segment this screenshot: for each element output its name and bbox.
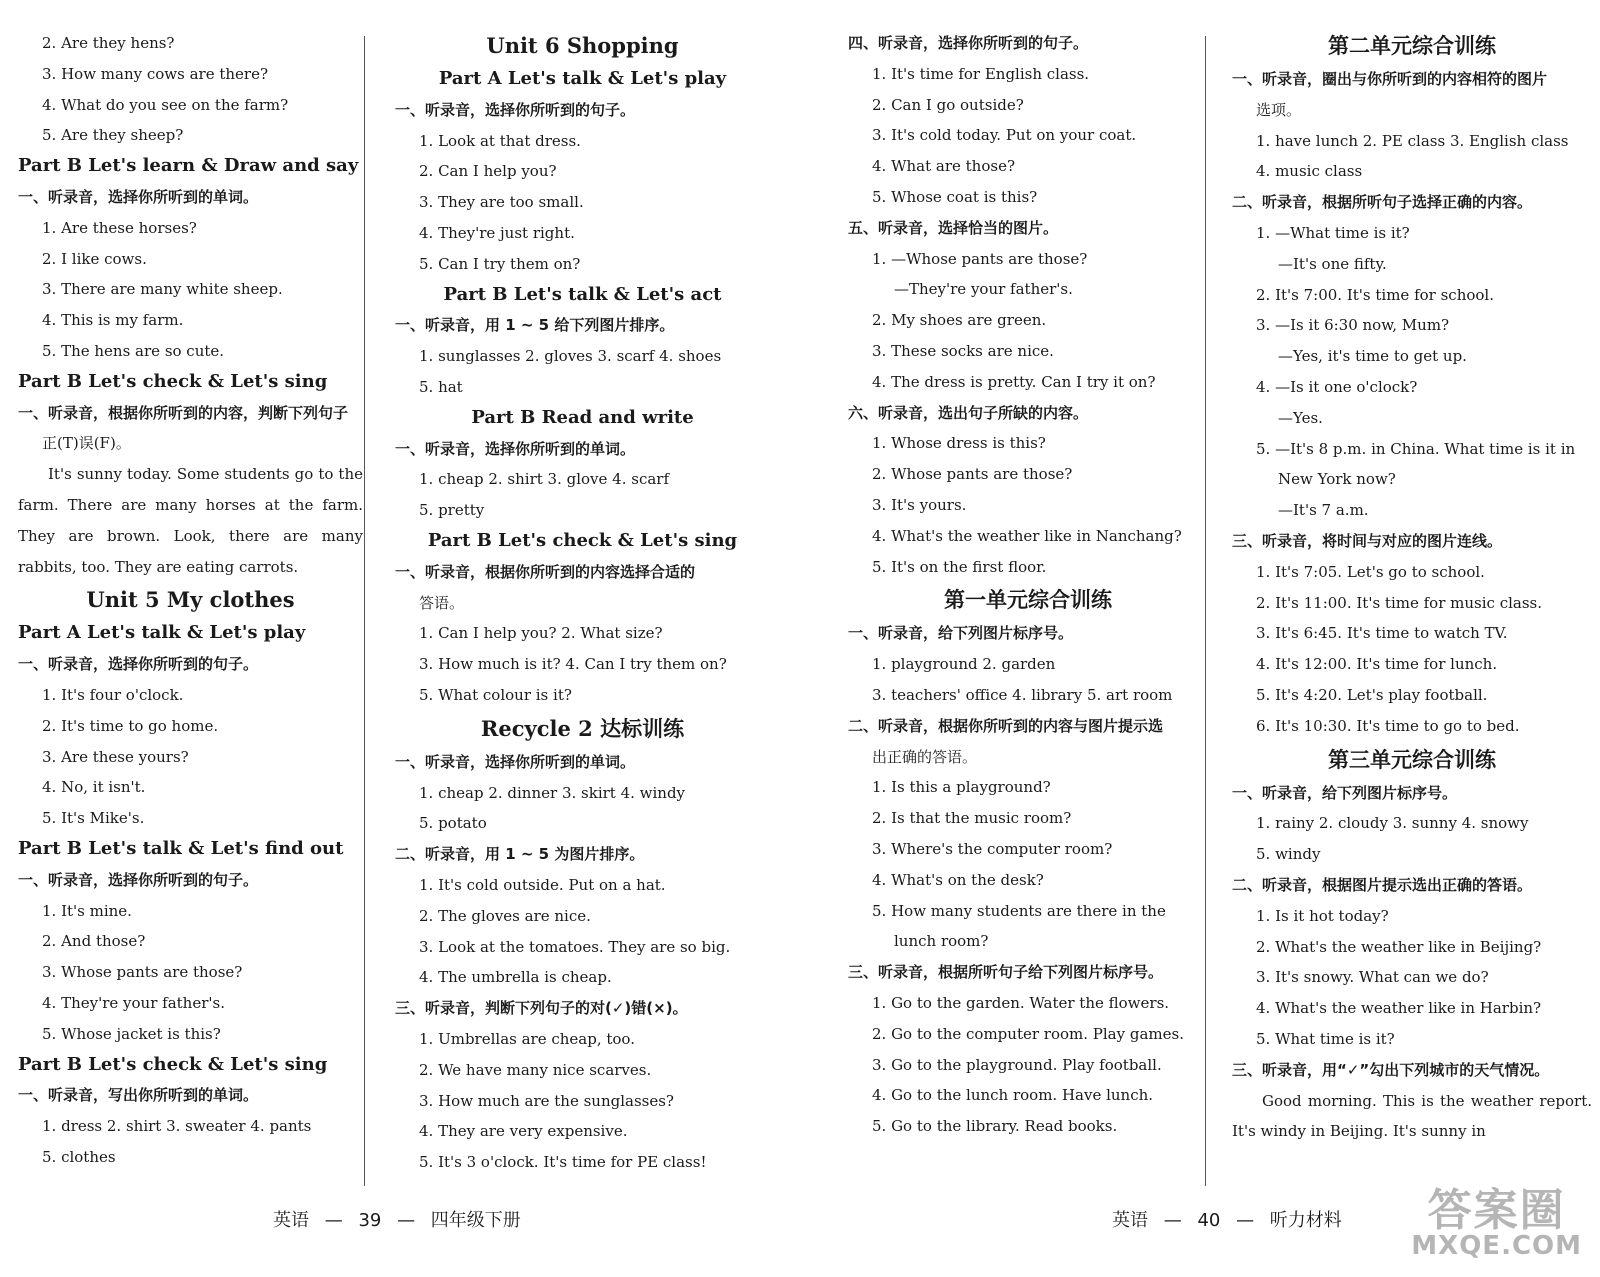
text-line: 1. It's cold outside. Put on a hat. <box>419 875 666 894</box>
text-line: lunch room? <box>894 932 989 951</box>
section-heading: 二、听录音，根据图片提示选出正确的答语。 <box>1232 875 1533 894</box>
text-line: New York now? <box>1278 470 1396 489</box>
section-heading: 二、听录音，根据你所听到的内容与图片提示选 <box>848 716 1164 735</box>
part-heading: Part A Let's talk & Let's play <box>438 68 727 89</box>
text-line: 1. Umbrellas are cheap, too. <box>419 1029 635 1048</box>
text-line: 5. How many students are there in the <box>872 901 1166 920</box>
text-line: 4. It's 12:00. It's time for lunch. <box>1256 655 1498 674</box>
part-heading: Part B Let's talk & Let's act <box>443 283 722 305</box>
text-line: 3. teachers' office 4. library 5. art room <box>872 685 1173 704</box>
text-line: 4. Go to the lunch room. Have lunch. <box>872 1086 1154 1105</box>
text-line: 1. rainy 2. cloudy 3. sunny 4. snowy <box>1256 814 1529 833</box>
section-heading: 一、听录音，选择你所听到的单词。 <box>395 752 636 771</box>
section-heading: 一、听录音，写出你所听到的单词。 <box>18 1086 259 1105</box>
text-line: 1. playground 2. garden <box>872 655 1056 674</box>
text-line: 2. Whose pants are those? <box>872 465 1073 484</box>
watermark-url: MXQE.COM <box>1411 1231 1582 1261</box>
text-line: 3. It's 6:45. It's time to watch TV. <box>1256 624 1508 643</box>
unit-title: 第三单元综合训练 <box>1328 746 1496 772</box>
text-line: 5. It's Mike's. <box>42 809 145 828</box>
text-line: 4. No, it isn't. <box>42 778 146 797</box>
unit-title: 第一单元综合训练 <box>944 587 1112 613</box>
section-heading: 一、听录音，用 1 ~ 5 给下列图片排序。 <box>395 316 675 335</box>
text-line: 3. —Is it 6:30 now, Mum? <box>1256 316 1450 335</box>
text-line: 4. What's the weather like in Harbin? <box>1256 999 1542 1018</box>
column-divider <box>1205 36 1206 1186</box>
text-line: 4. They are very expensive. <box>419 1122 628 1141</box>
text-line: 4. This is my farm. <box>42 311 184 330</box>
page-39-column-left <box>18 28 363 1173</box>
text-line: 正(T)误(F)。 <box>42 434 131 453</box>
text-line: 4. They're just right. <box>419 223 575 242</box>
section-heading: 一、听录音，选择你所听到的单词。 <box>18 187 259 206</box>
text-line: 3. It's yours. <box>872 495 967 514</box>
section-heading: 一、听录音，给下列图片标序号。 <box>1232 783 1458 802</box>
text-line: 3. How much are the sunglasses? <box>419 1091 674 1110</box>
section-heading: 一、听录音，圈出与你所听到的内容相符的图片 <box>1232 70 1548 88</box>
text-line: 5. —It's 8 p.m. in China. What time is it in <box>1256 439 1576 458</box>
text-line: —Yes, it's time to get up. <box>1278 347 1467 366</box>
text-line: 3. These socks are nice. <box>872 341 1054 360</box>
text-line: 5. It's 4:20. Let's play football. <box>1256 685 1488 704</box>
text-line: —It's one fifty. <box>1278 254 1387 273</box>
text-line: 5. What time is it? <box>1256 1029 1395 1048</box>
text-line: —It's 7 a.m. <box>1278 501 1369 520</box>
section-heading: 五、听录音，选择恰当的图片。 <box>848 218 1059 237</box>
text-line: 1. cheap 2. dinner 3. skirt 4. windy <box>419 783 686 802</box>
text-line: 1. sunglasses 2. gloves 3. scarf 4. shoes <box>419 347 722 366</box>
part-heading: Part B Read and write <box>471 406 694 428</box>
unit-title: 第二单元综合训练 <box>1328 33 1496 58</box>
part-heading: Part B Let's talk & Let's find out <box>18 837 344 859</box>
text-line: 1. —What time is it? <box>1256 223 1410 242</box>
text-line: 2. Can I help you? <box>419 162 557 181</box>
section-heading: 一、听录音，给下列图片标序号。 <box>848 624 1074 643</box>
section-heading: 三、听录音，根据所听句子给下列图片标序号。 <box>848 963 1164 982</box>
text-line: 3. Whose pants are those? <box>42 963 243 982</box>
text-line: 2. We have many nice scarves. <box>419 1060 652 1079</box>
section-heading: 三、听录音，将时间与对应的图片连线。 <box>1232 531 1503 550</box>
text-line: 1. It's four o'clock. <box>42 685 184 704</box>
text-line: 5. The hens are so cute. <box>42 341 225 360</box>
text-line: 5. hat <box>419 377 463 396</box>
text-line: 1. Can I help you? 2. What size? <box>419 624 663 643</box>
part-heading: Part B Let's check & Let's sing <box>18 370 328 392</box>
text-line: 5. It's on the first floor. <box>872 557 1047 576</box>
watermark-logo <box>1411 1185 1582 1261</box>
part-heading: Part A Let's talk & Let's play <box>18 622 306 644</box>
unit-title: Unit 6 Shopping <box>486 33 679 58</box>
section-heading: 一、听录音，选择你所听到的句子。 <box>395 100 636 119</box>
text-line: 答语。 <box>419 593 465 612</box>
page-39-column-right <box>395 28 770 1178</box>
text-line: 4. What do you see on the farm? <box>42 95 289 114</box>
text-line: 2. It's time to go home. <box>42 716 219 735</box>
text-line: 3. How much is it? 4. Can I try them on? <box>419 655 727 674</box>
text-line: 5. pretty <box>419 501 485 520</box>
text-line: 5. Are they sheep? <box>42 126 184 145</box>
text-line: 1. Look at that dress. <box>419 131 581 150</box>
text-line: 3. How many cows are there? <box>42 64 269 83</box>
section-heading: 四、听录音，选择你所听到的句子。 <box>848 34 1089 52</box>
text-line: 4. What's on the desk? <box>872 870 1044 889</box>
section-heading: 一、听录音，选择你所听到的句子。 <box>18 655 259 674</box>
text-line: 2. It's 7:00. It's time for school. <box>1256 285 1494 304</box>
section-heading: 一、听录音，选择你所听到的句子。 <box>18 870 259 889</box>
text-line: 1. —Whose pants are those? <box>872 249 1088 268</box>
text-line: 出正确的答语。 <box>872 747 978 766</box>
text-line: 2. And those? <box>42 932 146 951</box>
paragraph: It's sunny today. Some students go to the farm. There are many horses at the farm. They are brown. Look, there are many rabbits, too. They are eating carrots. <box>18 465 363 576</box>
text-line: 1. have lunch 2. PE class 3. English class <box>1256 131 1569 150</box>
text-line: 3. Where's the computer room? <box>872 839 1113 858</box>
text-line: 2. The gloves are nice. <box>419 906 591 925</box>
text-line: 2. I like cows. <box>42 249 147 268</box>
text-line: 5. Can I try them on? <box>419 254 581 273</box>
part-heading: Part B Let's check & Let's sing <box>18 1053 328 1075</box>
section-heading: 二、听录音，根据所听句子选择正确的内容。 <box>1232 193 1533 212</box>
text-line: —Yes. <box>1278 408 1323 427</box>
section-heading: 一、听录音，选择你所听到的单词。 <box>395 439 636 458</box>
watermark-text: 答案圈 <box>1427 1185 1566 1236</box>
text-line: 6. It's 10:30. It's time to go to bed. <box>1256 716 1520 735</box>
text-line: 5. potato <box>419 814 487 833</box>
text-line: 2. Is that the music room? <box>872 809 1072 828</box>
page-footer-right: 英语 — 40 — 听力材料 <box>1112 1210 1342 1231</box>
text-line: 选项。 <box>1256 100 1302 119</box>
text-line: 1. Whose dress is this? <box>872 434 1046 453</box>
text-line: 2. My shoes are green. <box>872 311 1047 330</box>
text-line: 2. It's 11:00. It's time for music class. <box>1256 593 1542 612</box>
text-line: 1. It's 7:05. Let's go to school. <box>1256 562 1485 581</box>
page-footer-left: 英语 — 39 — 四年级下册 <box>273 1210 521 1231</box>
text-line: 2. What's the weather like in Beijing? <box>1256 937 1542 956</box>
section-heading: 三、听录音，判断下列句子的对(✓)错(×)。 <box>395 999 688 1018</box>
page-40-column-right <box>1232 28 1592 1147</box>
text-line: 3. Are these yours? <box>42 747 189 766</box>
unit-title: Unit 5 My clothes <box>86 587 295 613</box>
text-line: 3. They are too small. <box>419 193 584 212</box>
part-heading: Part B Let's check & Let's sing <box>427 529 738 551</box>
part-heading: Part B Let's learn & Draw and say <box>18 155 359 177</box>
text-line: 1. It's mine. <box>42 901 132 920</box>
text-line: 5. Whose coat is this? <box>872 187 1038 206</box>
text-line: —They're your father's. <box>894 280 1073 299</box>
text-line: 2. Go to the computer room. Play games. <box>872 1024 1184 1043</box>
text-line: 5. Go to the library. Read books. <box>872 1117 1118 1136</box>
text-line: 3. Look at the tomatoes. They are so big. <box>419 937 731 956</box>
text-line: 1. Is it hot today? <box>1256 906 1389 925</box>
section-heading: 六、听录音，选出句子所缺的内容。 <box>848 403 1089 422</box>
text-line: 1. dress 2. shirt 3. sweater 4. pants <box>42 1117 312 1136</box>
text-line: 1. Is this a playground? <box>872 778 1051 797</box>
text-line: 4. The umbrella is cheap. <box>419 968 612 987</box>
text-line: 3. There are many white sheep. <box>42 280 283 299</box>
text-line: 4. music class <box>1256 162 1363 181</box>
text-line: 5. Whose jacket is this? <box>42 1024 221 1043</box>
text-line: 4. The dress is pretty. Can I try it on? <box>872 372 1156 391</box>
section-heading: 一、听录音，根据你所听到的内容，判断下列句子 <box>18 403 349 422</box>
paragraph: Good morning. This is the weather report. It's windy in Beijing. It's sunny in <box>1232 1091 1592 1141</box>
unit-title: Recycle 2 达标训练 <box>480 715 685 741</box>
text-line: 3. Go to the playground. Play football. <box>872 1055 1162 1074</box>
text-line: 1. Go to the garden. Water the flowers. <box>872 993 1170 1012</box>
text-line: 1. Are these horses? <box>42 218 197 237</box>
text-line: 5. clothes <box>42 1147 116 1166</box>
section-heading: 三、听录音，用“✓”勾出下列城市的天气情况。 <box>1232 1060 1550 1079</box>
text-line: 5. windy <box>1256 845 1321 864</box>
section-heading: 二、听录音，用 1 ~ 5 为图片排序。 <box>395 845 645 864</box>
text-line: 1. cheap 2. shirt 3. glove 4. scarf <box>419 470 670 489</box>
text-line: 2. Can I go outside? <box>872 95 1024 114</box>
text-line: 4. They're your father's. <box>42 993 225 1012</box>
text-line: 1. It's time for English class. <box>872 64 1090 83</box>
text-line: 5. What colour is it? <box>419 685 572 704</box>
text-line: 4. What's the weather like in Nanchang? <box>872 526 1182 545</box>
text-line: 4. What are those? <box>872 157 1015 176</box>
text-line: 3. It's cold today. Put on your coat. <box>872 126 1137 145</box>
text-line: 4. —Is it one o'clock? <box>1256 377 1418 396</box>
text-line: 3. It's snowy. What can we do? <box>1256 968 1489 987</box>
text-line: 2. Are they hens? <box>42 34 175 52</box>
text-line: 5. It's 3 o'clock. It's time for PE class! <box>419 1153 707 1172</box>
column-divider <box>364 36 365 1186</box>
page-40-column-left <box>848 28 1208 1142</box>
section-heading: 一、听录音，根据你所听到的内容选择合适的 <box>395 562 696 581</box>
